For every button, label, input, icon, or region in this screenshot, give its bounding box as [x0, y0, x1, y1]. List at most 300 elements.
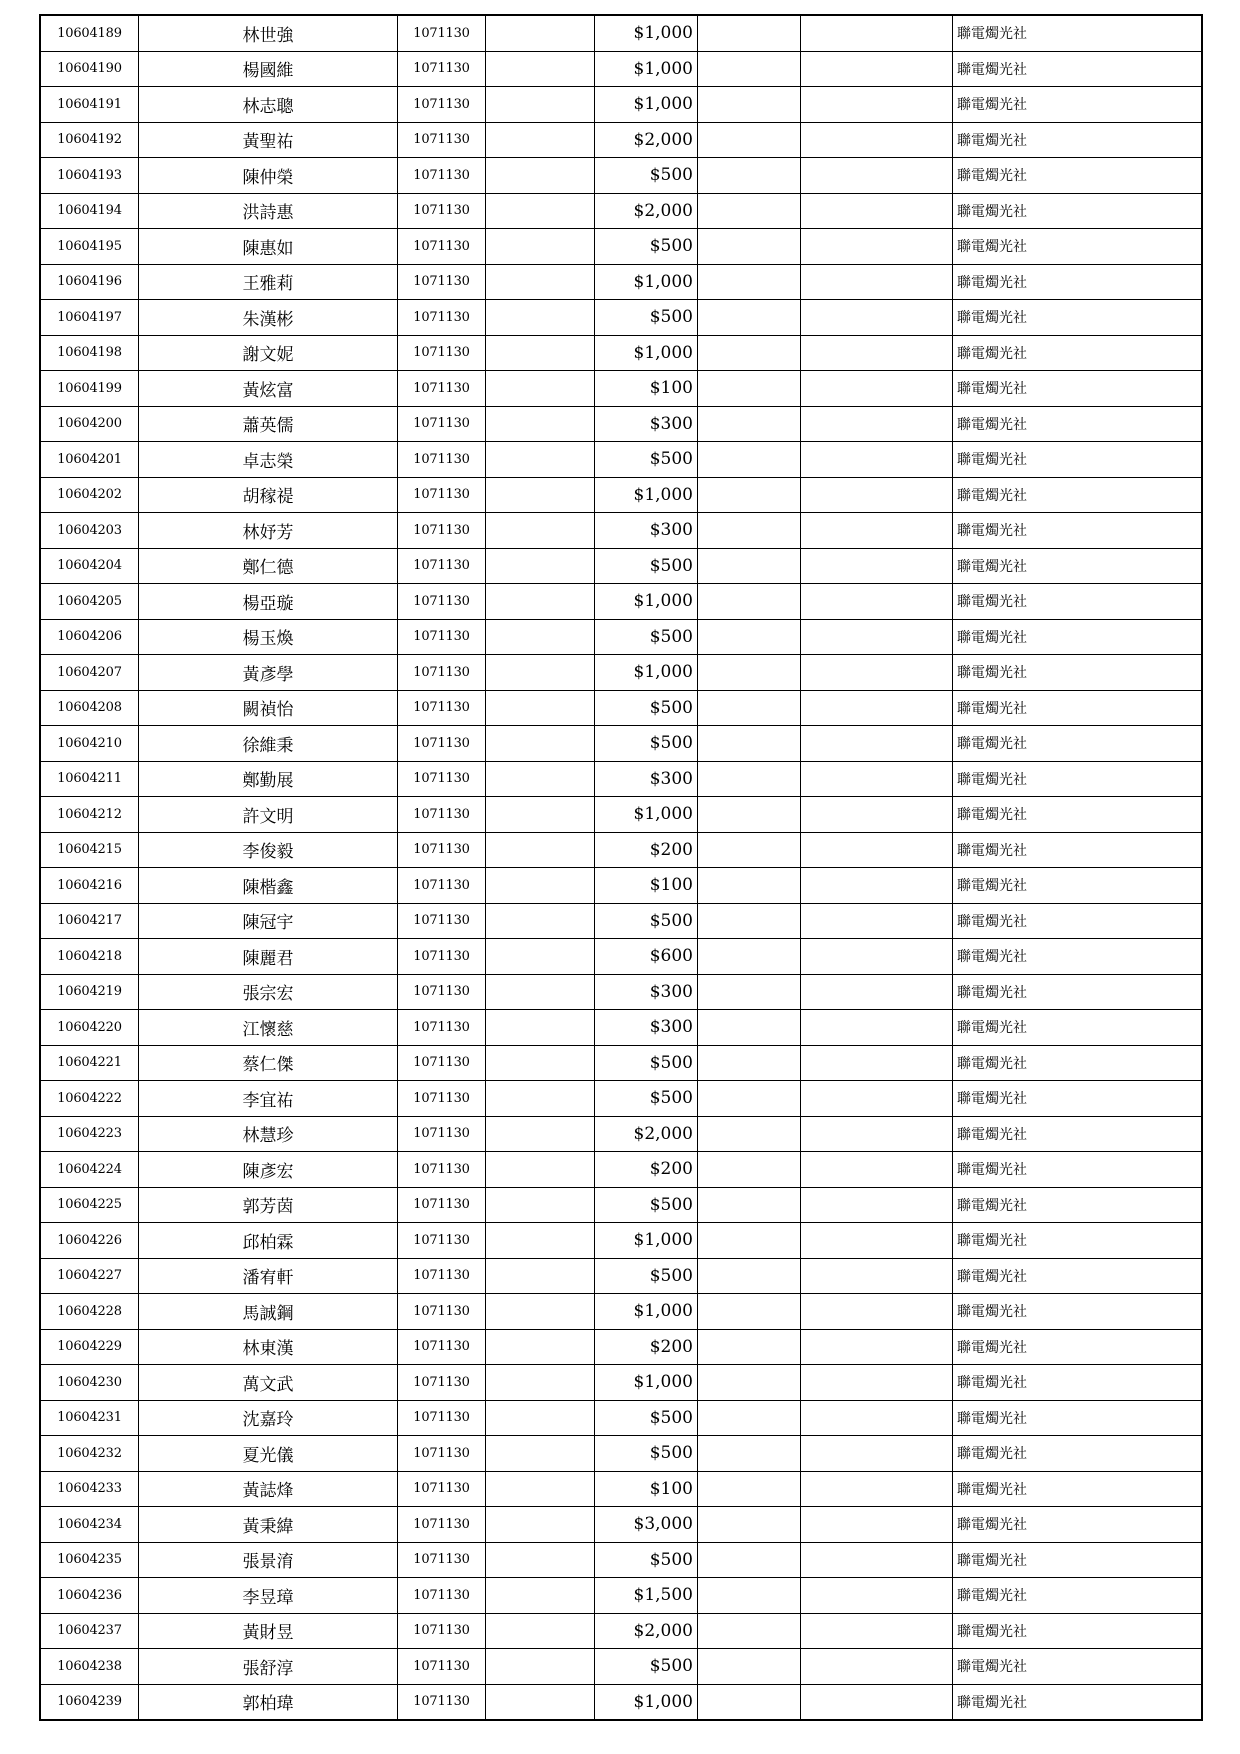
amount-cell: $300 — [595, 761, 698, 797]
amount-cell: $300 — [595, 974, 698, 1010]
empty-cell — [801, 1010, 953, 1046]
table-row — [40, 122, 1202, 158]
empty-cell — [801, 584, 953, 620]
amount-cell: $1,000 — [595, 87, 698, 123]
source-cell: 聯電燭光社 — [953, 584, 1203, 620]
table-row — [40, 300, 1202, 336]
table-row — [40, 1329, 1202, 1365]
empty-cell — [486, 158, 595, 194]
donor-name-cell: 黃彥學 — [139, 655, 398, 691]
donor-name-cell: 李俊毅 — [139, 832, 398, 868]
table-row — [40, 1507, 1202, 1543]
donor-name-cell: 蔡仁傑 — [139, 1045, 398, 1081]
receipt-id-cell: 10604235 — [40, 1542, 139, 1578]
empty-cell — [801, 1507, 953, 1543]
table-row — [40, 1365, 1202, 1401]
empty-cell — [801, 442, 953, 478]
empty-cell — [486, 548, 595, 584]
empty-cell — [698, 1223, 801, 1259]
amount-cell: $2,000 — [595, 193, 698, 229]
donor-name-cell: 陳惠如 — [139, 229, 398, 265]
source-cell: 聯電燭光社 — [953, 1152, 1203, 1188]
receipt-id-cell: 10604226 — [40, 1223, 139, 1259]
empty-cell — [698, 1471, 801, 1507]
table-row — [40, 335, 1202, 371]
table-row — [40, 655, 1202, 691]
empty-cell — [801, 300, 953, 336]
receipt-id-cell: 10604227 — [40, 1258, 139, 1294]
empty-cell — [486, 1329, 595, 1365]
donor-name-cell: 林妤芳 — [139, 513, 398, 549]
donor-name-cell: 卓志榮 — [139, 442, 398, 478]
empty-cell — [486, 761, 595, 797]
source-cell: 聯電燭光社 — [953, 193, 1203, 229]
source-cell: 聯電燭光社 — [953, 1684, 1203, 1720]
receipt-id-cell: 10604237 — [40, 1613, 139, 1649]
donor-name-cell: 張景淯 — [139, 1542, 398, 1578]
date-cell: 1071130 — [398, 442, 486, 478]
receipt-id-cell: 10604217 — [40, 903, 139, 939]
table-row — [40, 229, 1202, 265]
donor-name-cell: 胡稼禔 — [139, 477, 398, 513]
date-cell: 1071130 — [398, 1578, 486, 1614]
table-row — [40, 761, 1202, 797]
receipt-id-cell: 10604206 — [40, 619, 139, 655]
empty-cell — [698, 51, 801, 87]
empty-cell — [801, 87, 953, 123]
empty-cell — [801, 335, 953, 371]
source-cell: 聯電燭光社 — [953, 122, 1203, 158]
empty-cell — [486, 832, 595, 868]
empty-cell — [486, 1649, 595, 1685]
source-cell: 聯電燭光社 — [953, 1045, 1203, 1081]
receipt-id-cell: 10604225 — [40, 1187, 139, 1223]
empty-cell — [801, 1294, 953, 1330]
amount-cell: $500 — [595, 1436, 698, 1472]
date-cell: 1071130 — [398, 1081, 486, 1117]
receipt-id-cell: 10604189 — [40, 15, 139, 51]
amount-cell: $1,000 — [595, 335, 698, 371]
amount-cell: $500 — [595, 158, 698, 194]
receipt-id-cell: 10604194 — [40, 193, 139, 229]
date-cell: 1071130 — [398, 903, 486, 939]
empty-cell — [801, 1329, 953, 1365]
amount-cell: $1,000 — [595, 15, 698, 51]
empty-cell — [698, 761, 801, 797]
source-cell: 聯電燭光社 — [953, 1258, 1203, 1294]
empty-cell — [698, 300, 801, 336]
date-cell: 1071130 — [398, 868, 486, 904]
empty-cell — [698, 122, 801, 158]
amount-cell: $300 — [595, 1010, 698, 1046]
table-row — [40, 1684, 1202, 1720]
amount-cell: $200 — [595, 1329, 698, 1365]
date-cell: 1071130 — [398, 1613, 486, 1649]
empty-cell — [698, 548, 801, 584]
source-cell: 聯電燭光社 — [953, 832, 1203, 868]
empty-cell — [801, 974, 953, 1010]
amount-cell: $1,000 — [595, 797, 698, 833]
empty-cell — [801, 1081, 953, 1117]
table-row — [40, 1578, 1202, 1614]
empty-cell — [801, 1223, 953, 1259]
donor-name-cell: 邱柏霖 — [139, 1223, 398, 1259]
table-row — [40, 832, 1202, 868]
empty-cell — [801, 513, 953, 549]
table-row — [40, 584, 1202, 620]
amount-cell: $1,000 — [595, 584, 698, 620]
donor-name-cell: 陳冠宇 — [139, 903, 398, 939]
donor-name-cell: 郭柏瑋 — [139, 1684, 398, 1720]
receipt-id-cell: 10604203 — [40, 513, 139, 549]
donor-name-cell: 張舒淳 — [139, 1649, 398, 1685]
empty-cell — [486, 1365, 595, 1401]
empty-cell — [698, 1329, 801, 1365]
amount-cell: $3,000 — [595, 1507, 698, 1543]
source-cell: 聯電燭光社 — [953, 903, 1203, 939]
empty-cell — [801, 1400, 953, 1436]
table-row — [40, 477, 1202, 513]
donor-name-cell: 林志聰 — [139, 87, 398, 123]
amount-cell: $200 — [595, 832, 698, 868]
receipt-id-cell: 10604218 — [40, 939, 139, 975]
date-cell: 1071130 — [398, 1400, 486, 1436]
empty-cell — [801, 122, 953, 158]
source-cell: 聯電燭光社 — [953, 1507, 1203, 1543]
table-row — [40, 726, 1202, 762]
date-cell: 1071130 — [398, 51, 486, 87]
source-cell: 聯電燭光社 — [953, 87, 1203, 123]
source-cell: 聯電燭光社 — [953, 442, 1203, 478]
empty-cell — [486, 87, 595, 123]
source-cell: 聯電燭光社 — [953, 761, 1203, 797]
amount-cell: $500 — [595, 619, 698, 655]
empty-cell — [698, 1578, 801, 1614]
empty-cell — [801, 1613, 953, 1649]
empty-cell — [801, 229, 953, 265]
source-cell: 聯電燭光社 — [953, 51, 1203, 87]
empty-cell — [698, 1436, 801, 1472]
date-cell: 1071130 — [398, 1116, 486, 1152]
empty-cell — [801, 1471, 953, 1507]
donor-name-cell: 黃炫富 — [139, 371, 398, 407]
date-cell: 1071130 — [398, 726, 486, 762]
empty-cell — [486, 584, 595, 620]
source-cell: 聯電燭光社 — [953, 513, 1203, 549]
empty-cell — [801, 1258, 953, 1294]
source-cell: 聯電燭光社 — [953, 797, 1203, 833]
date-cell: 1071130 — [398, 832, 486, 868]
empty-cell — [698, 193, 801, 229]
donor-name-cell: 黃財昱 — [139, 1613, 398, 1649]
receipt-id-cell: 10604197 — [40, 300, 139, 336]
empty-cell — [801, 1152, 953, 1188]
receipt-id-cell: 10604216 — [40, 868, 139, 904]
empty-cell — [801, 193, 953, 229]
amount-cell: $1,000 — [595, 1684, 698, 1720]
donor-name-cell: 蕭英儒 — [139, 406, 398, 442]
table-row — [40, 1471, 1202, 1507]
amount-cell: $1,500 — [595, 1578, 698, 1614]
receipt-id-cell: 10604195 — [40, 229, 139, 265]
source-cell: 聯電燭光社 — [953, 726, 1203, 762]
date-cell: 1071130 — [398, 158, 486, 194]
donor-name-cell: 謝文妮 — [139, 335, 398, 371]
empty-cell — [698, 655, 801, 691]
empty-cell — [486, 1400, 595, 1436]
table-row — [40, 1116, 1202, 1152]
receipt-id-cell: 10604220 — [40, 1010, 139, 1046]
empty-cell — [698, 513, 801, 549]
empty-cell — [698, 158, 801, 194]
date-cell: 1071130 — [398, 513, 486, 549]
donor-name-cell: 陳麗君 — [139, 939, 398, 975]
empty-cell — [801, 15, 953, 51]
empty-cell — [698, 406, 801, 442]
date-cell: 1071130 — [398, 87, 486, 123]
table-row — [40, 406, 1202, 442]
amount-cell: $2,000 — [595, 1116, 698, 1152]
table-row — [40, 1542, 1202, 1578]
empty-cell — [698, 974, 801, 1010]
empty-cell — [698, 87, 801, 123]
empty-cell — [698, 1400, 801, 1436]
table-row — [40, 903, 1202, 939]
donor-name-cell: 陳彥宏 — [139, 1152, 398, 1188]
empty-cell — [486, 1010, 595, 1046]
receipt-id-cell: 10604190 — [40, 51, 139, 87]
amount-cell: $500 — [595, 1649, 698, 1685]
donor-name-cell: 許文明 — [139, 797, 398, 833]
receipt-id-cell: 10604198 — [40, 335, 139, 371]
empty-cell — [698, 584, 801, 620]
empty-cell — [801, 158, 953, 194]
date-cell: 1071130 — [398, 122, 486, 158]
empty-cell — [801, 832, 953, 868]
empty-cell — [486, 406, 595, 442]
donor-name-cell: 楊國維 — [139, 51, 398, 87]
empty-cell — [801, 761, 953, 797]
empty-cell — [698, 1294, 801, 1330]
date-cell: 1071130 — [398, 335, 486, 371]
amount-cell: $500 — [595, 1542, 698, 1578]
source-cell: 聯電燭光社 — [953, 300, 1203, 336]
donor-name-cell: 張宗宏 — [139, 974, 398, 1010]
empty-cell — [486, 1081, 595, 1117]
source-cell: 聯電燭光社 — [953, 655, 1203, 691]
donor-name-cell: 潘宥軒 — [139, 1258, 398, 1294]
empty-cell — [486, 1116, 595, 1152]
table-row — [40, 1152, 1202, 1188]
empty-cell — [486, 122, 595, 158]
donor-name-cell: 陳仲榮 — [139, 158, 398, 194]
empty-cell — [801, 797, 953, 833]
source-cell: 聯電燭光社 — [953, 1400, 1203, 1436]
donor-name-cell: 洪詩惠 — [139, 193, 398, 229]
empty-cell — [698, 477, 801, 513]
empty-cell — [486, 477, 595, 513]
empty-cell — [698, 1365, 801, 1401]
source-cell: 聯電燭光社 — [953, 1187, 1203, 1223]
amount-cell: $500 — [595, 229, 698, 265]
empty-cell — [486, 1152, 595, 1188]
receipt-id-cell: 10604236 — [40, 1578, 139, 1614]
empty-cell — [801, 1187, 953, 1223]
empty-cell — [801, 868, 953, 904]
empty-cell — [486, 655, 595, 691]
amount-cell: $1,000 — [595, 655, 698, 691]
empty-cell — [698, 335, 801, 371]
table-row — [40, 1045, 1202, 1081]
donor-name-cell: 林世強 — [139, 15, 398, 51]
empty-cell — [486, 15, 595, 51]
empty-cell — [801, 548, 953, 584]
source-cell: 聯電燭光社 — [953, 15, 1203, 51]
empty-cell — [486, 939, 595, 975]
receipt-id-cell: 10604238 — [40, 1649, 139, 1685]
receipt-id-cell: 10604211 — [40, 761, 139, 797]
donor-name-cell: 林慧珍 — [139, 1116, 398, 1152]
date-cell: 1071130 — [398, 1684, 486, 1720]
date-cell: 1071130 — [398, 974, 486, 1010]
empty-cell — [486, 1187, 595, 1223]
table-row — [40, 1223, 1202, 1259]
date-cell: 1071130 — [398, 1436, 486, 1472]
receipt-id-cell: 10604196 — [40, 264, 139, 300]
empty-cell — [698, 15, 801, 51]
receipt-id-cell: 10604224 — [40, 1152, 139, 1188]
receipt-id-cell: 10604208 — [40, 690, 139, 726]
amount-cell: $300 — [595, 513, 698, 549]
amount-cell: $300 — [595, 406, 698, 442]
empty-cell — [486, 726, 595, 762]
empty-cell — [486, 371, 595, 407]
table-row — [40, 974, 1202, 1010]
receipt-id-cell: 10604221 — [40, 1045, 139, 1081]
table-row — [40, 87, 1202, 123]
empty-cell — [801, 1045, 953, 1081]
date-cell: 1071130 — [398, 1152, 486, 1188]
donor-name-cell: 馬誠鋼 — [139, 1294, 398, 1330]
date-cell: 1071130 — [398, 1258, 486, 1294]
empty-cell — [486, 868, 595, 904]
empty-cell — [801, 1684, 953, 1720]
empty-cell — [698, 1684, 801, 1720]
receipt-id-cell: 10604199 — [40, 371, 139, 407]
empty-cell — [486, 903, 595, 939]
date-cell: 1071130 — [398, 1542, 486, 1578]
donor-name-cell: 萬文武 — [139, 1365, 398, 1401]
receipt-id-cell: 10604231 — [40, 1400, 139, 1436]
donor-name-cell: 江懷慈 — [139, 1010, 398, 1046]
receipt-id-cell: 10604223 — [40, 1116, 139, 1152]
empty-cell — [486, 335, 595, 371]
empty-cell — [698, 726, 801, 762]
date-cell: 1071130 — [398, 1223, 486, 1259]
source-cell: 聯電燭光社 — [953, 868, 1203, 904]
date-cell: 1071130 — [398, 229, 486, 265]
date-cell: 1071130 — [398, 1010, 486, 1046]
empty-cell — [698, 1258, 801, 1294]
empty-cell — [486, 1542, 595, 1578]
empty-cell — [698, 1116, 801, 1152]
empty-cell — [801, 939, 953, 975]
empty-cell — [486, 1613, 595, 1649]
table-row — [40, 371, 1202, 407]
table-row — [40, 15, 1202, 51]
date-cell: 1071130 — [398, 1365, 486, 1401]
receipt-id-cell: 10604204 — [40, 548, 139, 584]
receipt-id-cell: 10604228 — [40, 1294, 139, 1330]
date-cell: 1071130 — [398, 300, 486, 336]
table-row — [40, 1649, 1202, 1685]
empty-cell — [801, 1365, 953, 1401]
empty-cell — [698, 229, 801, 265]
source-cell: 聯電燭光社 — [953, 1116, 1203, 1152]
amount-cell: $500 — [595, 1400, 698, 1436]
empty-cell — [486, 193, 595, 229]
receipt-id-cell: 10604232 — [40, 1436, 139, 1472]
source-cell: 聯電燭光社 — [953, 477, 1203, 513]
empty-cell — [486, 974, 595, 1010]
empty-cell — [486, 1436, 595, 1472]
table-row — [40, 619, 1202, 655]
empty-cell — [486, 1258, 595, 1294]
source-cell: 聯電燭光社 — [953, 1365, 1203, 1401]
donor-name-cell: 林東漢 — [139, 1329, 398, 1365]
source-cell: 聯電燭光社 — [953, 371, 1203, 407]
empty-cell — [801, 1116, 953, 1152]
empty-cell — [486, 1578, 595, 1614]
date-cell: 1071130 — [398, 1187, 486, 1223]
table-row — [40, 797, 1202, 833]
source-cell: 聯電燭光社 — [953, 690, 1203, 726]
amount-cell: $1,000 — [595, 477, 698, 513]
donor-name-cell: 闕禎怡 — [139, 690, 398, 726]
date-cell: 1071130 — [398, 193, 486, 229]
table-row — [40, 264, 1202, 300]
empty-cell — [801, 690, 953, 726]
empty-cell — [698, 868, 801, 904]
source-cell: 聯電燭光社 — [953, 1471, 1203, 1507]
donor-name-cell: 李宜祐 — [139, 1081, 398, 1117]
amount-cell: $500 — [595, 1081, 698, 1117]
donor-name-cell: 沈嘉玲 — [139, 1400, 398, 1436]
empty-cell — [801, 1578, 953, 1614]
donor-name-cell: 黃秉緯 — [139, 1507, 398, 1543]
empty-cell — [698, 939, 801, 975]
date-cell: 1071130 — [398, 1329, 486, 1365]
donation-table-body — [40, 15, 1202, 1720]
empty-cell — [698, 1507, 801, 1543]
empty-cell — [486, 1471, 595, 1507]
empty-cell — [801, 1649, 953, 1685]
table-row — [40, 1613, 1202, 1649]
donor-name-cell: 鄭勤展 — [139, 761, 398, 797]
receipt-id-cell: 10604219 — [40, 974, 139, 1010]
empty-cell — [698, 690, 801, 726]
empty-cell — [801, 903, 953, 939]
table-row — [40, 1258, 1202, 1294]
empty-cell — [486, 264, 595, 300]
empty-cell — [801, 1436, 953, 1472]
donor-name-cell: 黃誌烽 — [139, 1471, 398, 1507]
date-cell: 1071130 — [398, 584, 486, 620]
empty-cell — [801, 371, 953, 407]
table-row — [40, 442, 1202, 478]
empty-cell — [486, 1684, 595, 1720]
donor-name-cell: 李昱璋 — [139, 1578, 398, 1614]
